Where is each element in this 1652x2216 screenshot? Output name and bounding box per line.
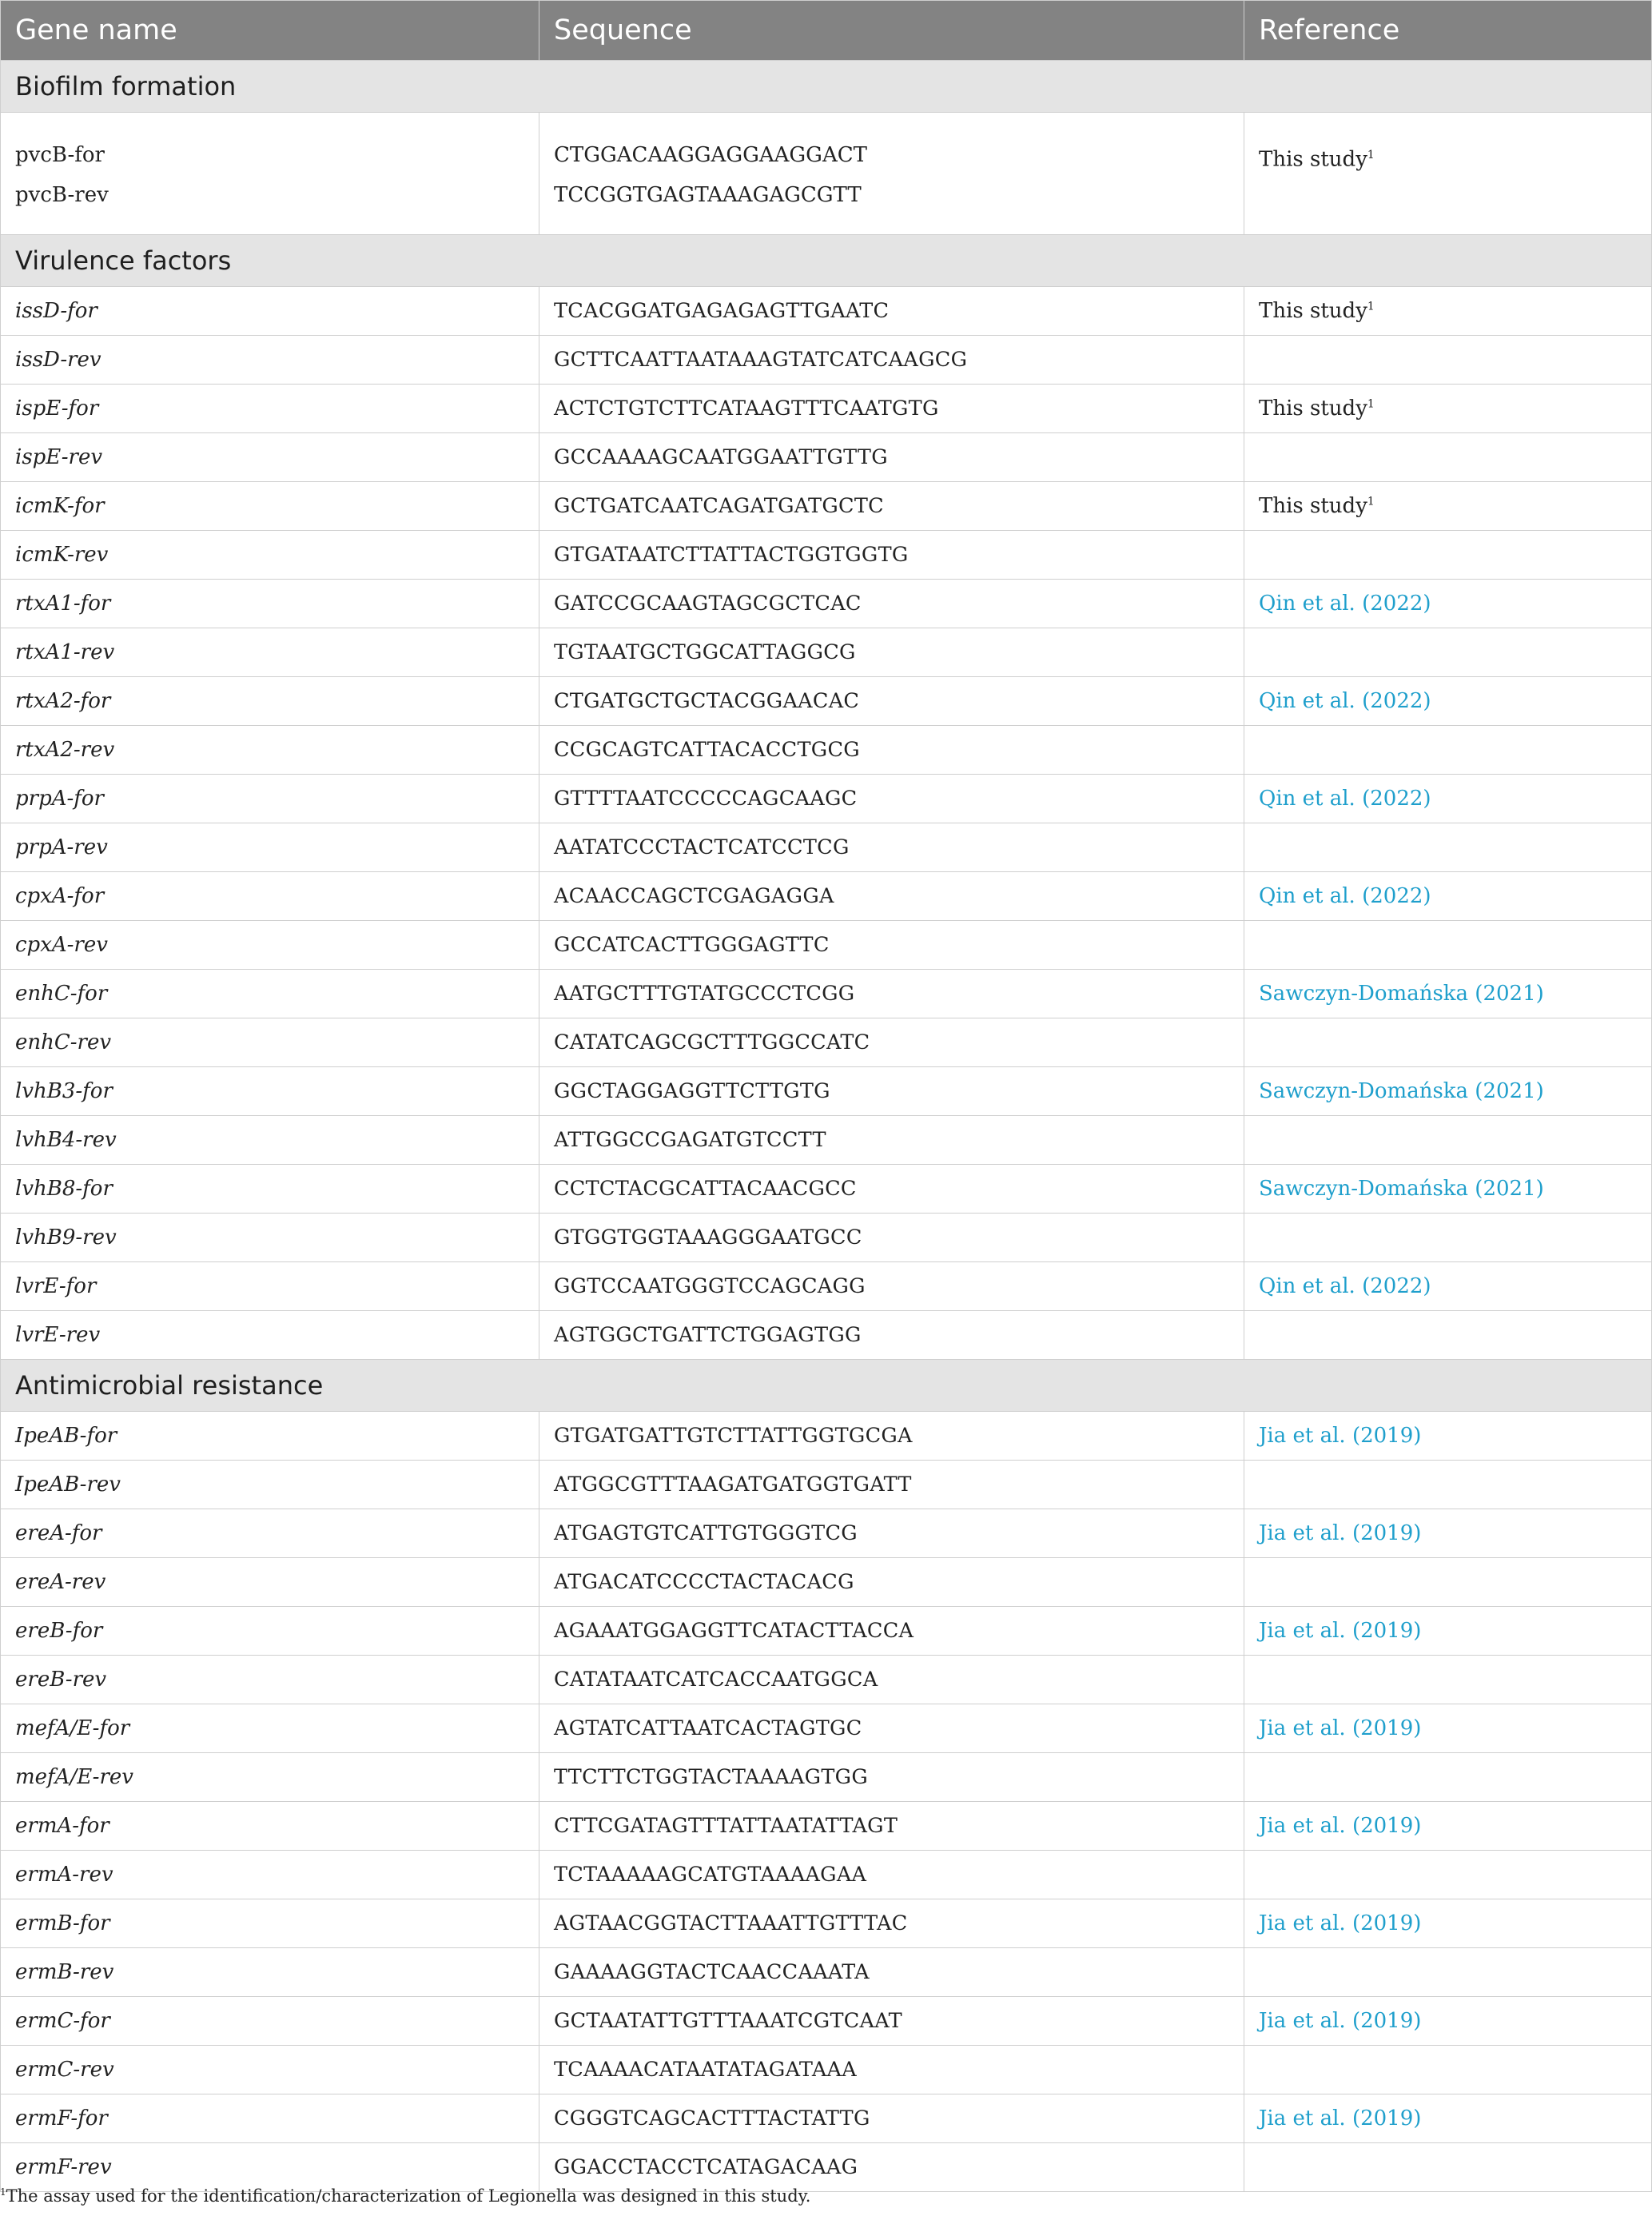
gene-name: lvrE-rev: [1, 1311, 539, 1360]
sequence: ACTCTGTCTTCATAAGTTTCAATGTG: [539, 385, 1244, 433]
table-row: [1, 482, 1652, 531]
reference-cell: [1244, 1461, 1652, 1509]
gene-name: cpxA-rev: [1, 921, 539, 970]
table-row: [1, 628, 1652, 677]
table-row: [1, 823, 1652, 872]
header-row: [1, 1, 1652, 61]
sequence: AGTAACGGTACTTAAATTGTTTAC: [539, 1899, 1244, 1948]
sequence: TGTAATGCTGGCATTAGGCG: [539, 628, 1244, 677]
gene-name: lvhB3-for: [1, 1067, 539, 1116]
reference-link: Qin et al. (2022): [1259, 787, 1431, 811]
reference-cell: [1244, 1214, 1652, 1262]
reference-link: Jia et al. (2019): [1259, 1716, 1422, 1740]
section-row: [1, 61, 1652, 113]
reference-cell: [1244, 1656, 1652, 1704]
reference-cell[interactable]: [1244, 1412, 1652, 1461]
footnote-mark: 1: [0, 2186, 6, 2198]
reference-link: Jia et al. (2019): [1259, 1911, 1422, 1935]
footnote-marker: 1: [1367, 149, 1375, 161]
sequence: GTTTTAATCCCCCAGCAAGC: [539, 775, 1244, 823]
table-row: [1, 1948, 1652, 1997]
gene-name: prpA-for: [1, 775, 539, 823]
table-row: [1, 677, 1652, 726]
sequence: GCCATCACTTGGGAGTTC: [539, 921, 1244, 970]
table-row: [1, 1311, 1652, 1360]
reference-cell: [1244, 2046, 1652, 2094]
table-row: [1, 385, 1652, 433]
reference-link: Qin et al. (2022): [1259, 1274, 1431, 1298]
sequence: GCCAAAAGCAATGGAATTGTTG: [539, 433, 1244, 482]
gene-name: ermF-rev: [1, 2143, 539, 2192]
reference-cell: [1244, 628, 1652, 677]
reference-cell[interactable]: [1244, 2094, 1652, 2143]
table-row: [1, 1412, 1652, 1461]
sequence: GTGATGATTGTCTTATTGGTGCGA: [539, 1412, 1244, 1461]
table-row: [1, 1461, 1652, 1509]
table-row: [1, 1704, 1652, 1753]
sequence: CTGATGCTGCTACGGAACAC: [539, 677, 1244, 726]
reference-cell[interactable]: [1244, 872, 1652, 921]
table-row: [1, 336, 1652, 385]
reference-link: Sawczyn-Domańska (2021): [1259, 1177, 1544, 1201]
footnote: [0, 2186, 810, 2206]
gene-name: ereA-rev: [1, 1558, 539, 1607]
sequence: GGACCTACCTCATAGACAAG: [539, 2143, 1244, 2192]
table-row: [1, 1214, 1652, 1262]
sequence: CATATCAGCGCTTTGGCCATC: [539, 1018, 1244, 1067]
table-row: [1, 1607, 1652, 1656]
header-reference: Reference: [1244, 1, 1652, 61]
table-row: [1, 1165, 1652, 1214]
reference-cell[interactable]: [1244, 775, 1652, 823]
reference-cell: [1244, 531, 1652, 580]
reference: This study: [1259, 147, 1367, 172]
reference-cell[interactable]: [1244, 1802, 1652, 1851]
gene-name: prpA-rev: [1, 823, 539, 872]
table-row: [1, 726, 1652, 775]
gene-name: mefA/E-rev: [1, 1753, 539, 1802]
reference-link: Qin et al. (2022): [1259, 689, 1431, 713]
gene-name: enhC-for: [1, 970, 539, 1018]
gene-name-cell: [1, 113, 539, 235]
gene-name: ermB-rev: [1, 1948, 539, 1997]
reference-cell[interactable]: [1244, 1067, 1652, 1116]
gene-name: rtxA1-rev: [1, 628, 539, 677]
table-row: [1, 775, 1652, 823]
gene-name: ermC-for: [1, 1997, 539, 2046]
reference-cell: [1244, 823, 1652, 872]
sequence: ACAACCAGCTCGAGAGGA: [539, 872, 1244, 921]
reference-link: Jia et al. (2019): [1259, 1814, 1422, 1838]
reference-cell[interactable]: [1244, 1997, 1652, 2046]
section-row: [1, 235, 1652, 287]
reference-link: Jia et al. (2019): [1259, 2106, 1422, 2130]
table-row: [1, 1262, 1652, 1311]
sequence: TCACGGATGAGAGAGTTGAATC: [539, 287, 1244, 336]
reference-cell[interactable]: [1244, 970, 1652, 1018]
sequence: ATTGGCCGAGATGTCCTT: [539, 1116, 1244, 1165]
table-row: [1, 1018, 1652, 1067]
sequence: GTGGTGGTAAAGGGAATGCC: [539, 1214, 1244, 1262]
reference-cell[interactable]: [1244, 677, 1652, 726]
sequence: CTGGACAAGGAGGAAGGACT: [554, 143, 867, 167]
reference-cell[interactable]: [1244, 1509, 1652, 1558]
table-row: [1, 1997, 1652, 2046]
sequence: ATGACATCCCCTACTACACG: [539, 1558, 1244, 1607]
gene-name: ereA-for: [1, 1509, 539, 1558]
footnote-text: The assay used for the identification/characterization of Legionella was designed in this study.: [6, 2186, 811, 2206]
reference-cell: [1244, 1018, 1652, 1067]
table-row: [1, 921, 1652, 970]
table-row: [1, 2094, 1652, 2143]
sequence: GGTCCAATGGGTCCAGCAGG: [539, 1262, 1244, 1311]
reference-link: Jia et al. (2019): [1259, 1619, 1422, 1643]
sequence: TCTAAAAAGCATGTAAAAGAA: [539, 1851, 1244, 1899]
header-gene-name: Gene name: [1, 1, 539, 61]
reference-cell: [1244, 2143, 1652, 2192]
gene-name: ereB-rev: [1, 1656, 539, 1704]
table-body: [1, 61, 1652, 2192]
reference-cell: [1244, 1851, 1652, 1899]
reference-cell[interactable]: [1244, 580, 1652, 628]
gene-name: lvrE-for: [1, 1262, 539, 1311]
sequence: AGAAATGGAGGTTCATACTTACCA: [539, 1607, 1244, 1656]
reference-cell: [1244, 1753, 1652, 1802]
sequence: CATATAATCATCACCAATGGCA: [539, 1656, 1244, 1704]
gene-name: ermA-for: [1, 1802, 539, 1851]
footnote-marker: 1: [1367, 397, 1375, 411]
gene-name: rtxA2-for: [1, 677, 539, 726]
gene-name: mefA/E-for: [1, 1704, 539, 1753]
sequence: ATGGCGTTTAAGATGATGGTGATT: [539, 1461, 1244, 1509]
sequence: GCTAATATTGTTTAAATCGTCAAT: [539, 1997, 1244, 2046]
reference-cell: [1244, 287, 1652, 336]
gene-name: issD-for: [1, 287, 539, 336]
reference: This study: [1259, 299, 1367, 323]
reference-link: Sawczyn-Domańska (2021): [1259, 982, 1544, 1006]
table-row: [1, 1753, 1652, 1802]
table-row: [1, 2046, 1652, 2094]
reference-link: Qin et al. (2022): [1259, 884, 1431, 908]
reference-cell: [1244, 1558, 1652, 1607]
gene-name: ermF-for: [1, 2094, 539, 2143]
reference-cell: [1244, 113, 1652, 235]
header-sequence: Sequence: [539, 1, 1244, 61]
sequence: AGTGGCTGATTCTGGAGTGG: [539, 1311, 1244, 1360]
reference-link: Jia et al. (2019): [1259, 1424, 1422, 1448]
table-row: [1, 113, 1652, 235]
sequence: TCCGGTGAGTAAAGAGCGTT: [554, 183, 862, 207]
reference-cell[interactable]: [1244, 1899, 1652, 1948]
gene-name: pvcB-for: [15, 143, 105, 167]
reference-cell: [1244, 1311, 1652, 1360]
sequence: TTCTTCTGGTACTAAAAGTGG: [539, 1753, 1244, 1802]
sequence: GAAAAGGTACTCAACCAAATA: [539, 1948, 1244, 1997]
table-row: [1, 531, 1652, 580]
reference-cell[interactable]: [1244, 1165, 1652, 1214]
gene-name: IpeAB-for: [1, 1412, 539, 1461]
table-row: [1, 1802, 1652, 1851]
gene-name: ermA-rev: [1, 1851, 539, 1899]
sequence: AGTATCATTAATCACTAGTGC: [539, 1704, 1244, 1753]
table-row: [1, 970, 1652, 1018]
table-row: [1, 1899, 1652, 1948]
reference-cell: [1244, 1948, 1652, 1997]
reference-link: Sawczyn-Domańska (2021): [1259, 1079, 1544, 1103]
sequence: CTTCGATAGTTTATTAATATTAGT: [539, 1802, 1244, 1851]
gene-name: IpeAB-rev: [1, 1461, 539, 1509]
reference-line: [1259, 135, 1651, 175]
table-row: [1, 1116, 1652, 1165]
table-row: [1, 433, 1652, 482]
sequence: GGCTAGGAGGTTCTTGTG: [539, 1067, 1244, 1116]
sequence: CGGGTCAGCACTTTACTATTG: [539, 2094, 1244, 2143]
sequence: GCTGATCAATCAGATGATGCTC: [539, 482, 1244, 531]
table-row: [1, 1851, 1652, 1899]
table-row: [1, 1656, 1652, 1704]
reference-link: Qin et al. (2022): [1259, 592, 1431, 616]
reference-cell: [1244, 726, 1652, 775]
sequence: GATCCGCAAGTAGCGCTCAC: [539, 580, 1244, 628]
sequence: GCTTCAATTAATAAAGTATCATCAAGCG: [539, 336, 1244, 385]
sequence: ATGAGTGTCATTGTGGGTCG: [539, 1509, 1244, 1558]
section-row: [1, 1360, 1652, 1412]
gene-name: lvhB9-rev: [1, 1214, 539, 1262]
reference-cell[interactable]: [1244, 1704, 1652, 1753]
section-title: Virulence factors: [1, 235, 1652, 287]
reference: This study: [1259, 397, 1367, 420]
reference: This study: [1259, 494, 1367, 518]
gene-name: ispE-rev: [1, 433, 539, 482]
sequence-cell: [539, 113, 1244, 235]
reference-link: Jia et al. (2019): [1259, 2009, 1422, 2033]
table-row: [1, 872, 1652, 921]
gene-name: cpxA-for: [1, 872, 539, 921]
sequence: GTGATAATCTTATTACTGGTGGTG: [539, 531, 1244, 580]
gene-name: pvcB-rev: [15, 183, 109, 207]
gene-name: ermB-for: [1, 1899, 539, 1948]
gene-name: rtxA1-for: [1, 580, 539, 628]
table-row: [1, 1509, 1652, 1558]
sequence: CCGCAGTCATTACACCTGCG: [539, 726, 1244, 775]
gene-name: ereB-for: [1, 1607, 539, 1656]
footnote-marker: 1: [1367, 300, 1375, 313]
sequence: CCTCTACGCATTACAACGCC: [539, 1165, 1244, 1214]
reference-cell: [1244, 385, 1652, 433]
sequence: AATATCCCTACTCATCCTCG: [539, 823, 1244, 872]
reference-link: Jia et al. (2019): [1259, 1521, 1422, 1545]
reference-cell[interactable]: [1244, 1262, 1652, 1311]
reference-cell: [1244, 482, 1652, 531]
table-row: [1, 580, 1652, 628]
gene-name: enhC-rev: [1, 1018, 539, 1067]
table-row: [1, 1067, 1652, 1116]
reference-cell: [1244, 336, 1652, 385]
gene-name: lvhB4-rev: [1, 1116, 539, 1165]
gene-name: icmK-rev: [1, 531, 539, 580]
reference-cell: [1244, 921, 1652, 970]
sequence: AATGCTTTGTATGCCCTCGG: [539, 970, 1244, 1018]
gene-name: lvhB8-for: [1, 1165, 539, 1214]
gene-name: ispE-for: [1, 385, 539, 433]
footnote-marker: 1: [1367, 495, 1375, 508]
reference-cell[interactable]: [1244, 1607, 1652, 1656]
gene-name: rtxA2-rev: [1, 726, 539, 775]
reference-cell: [1244, 433, 1652, 482]
table-row: [1, 1558, 1652, 1607]
section-title: Biofilm formation: [1, 61, 1652, 113]
gene-name: ermC-rev: [1, 2046, 539, 2094]
reference-cell: [1244, 1116, 1652, 1165]
table-row: [1, 2143, 1652, 2192]
gene-name: issD-rev: [1, 336, 539, 385]
section-title: Antimicrobial resistance: [1, 1360, 1652, 1412]
sequence: TCAAAACATAATATAGATAAA: [539, 2046, 1244, 2094]
table-row: [1, 287, 1652, 336]
gene-name: icmK-for: [1, 482, 539, 531]
